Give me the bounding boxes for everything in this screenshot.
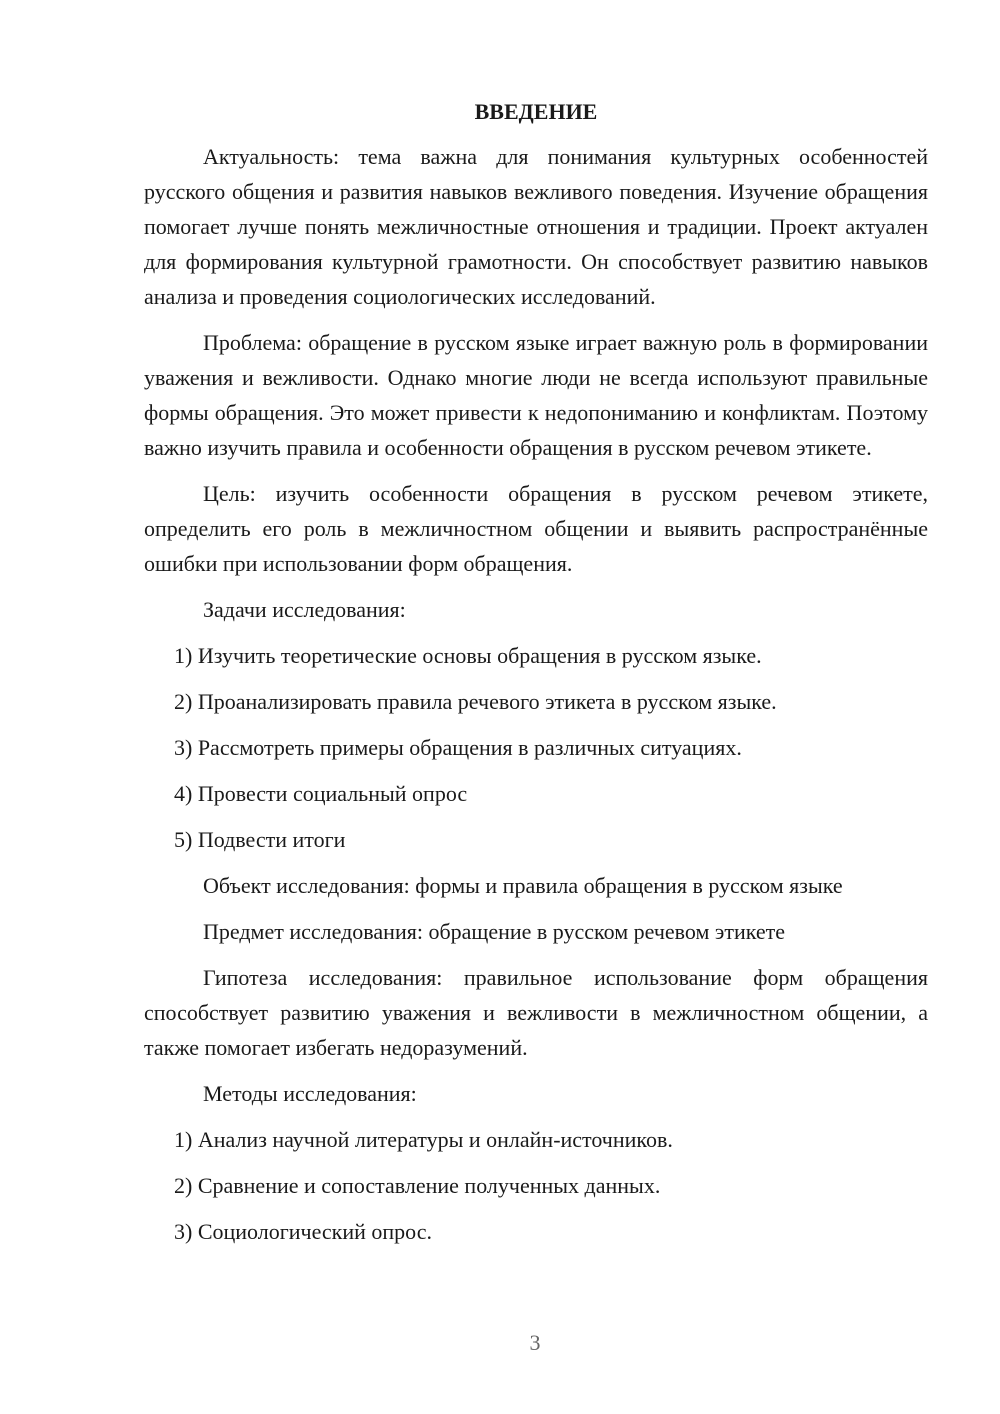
list-item: 1) Изучить теоретические основы обращения в русском языке. <box>174 643 762 668</box>
list-item: 3) Рассмотреть примеры обращения в различных ситуациях. <box>174 735 742 760</box>
object-paragraph: Объект исследования: формы и правила обращения в русском языке <box>203 873 843 898</box>
list-item: 4) Провести социальный опрос <box>174 781 468 806</box>
methods-list <box>144 1122 928 1249</box>
subject-paragraph: Предмет исследования: обращение в русском речевом этикете <box>203 919 786 944</box>
list-item: 1) Анализ научной литературы и онлайн-источников. <box>174 1127 673 1152</box>
hypothesis-paragraph: Гипотеза исследования: правильное использование форм обращения способствует развитию уважения и вежливости в межличностном общении, а также помогает избегать недоразумений. <box>144 965 928 1060</box>
page-number: 3 <box>529 1330 541 1355</box>
goal-paragraph: Цель: изучить особенности обращения в русском речевом этикете, определить его роль в межличностном общении и выявить распространённые ошибки при использовании форм обращения. <box>144 481 928 576</box>
problem-paragraph: Проблема: обращение в русском языке играет важную роль в формировании уважения и вежливости. Однако многие люди не всегда используют правильные формы обращения. Это может привести к недопониманию и конфликтам. Поэтому важно изучить правила и особенности обращения в русском речевом этикете. <box>144 330 928 460</box>
list-item: 2) Проанализировать правила речевого этикета в русском языке. <box>174 689 777 714</box>
tasks-list <box>144 638 928 857</box>
list-item: 5) Подвести итоги <box>174 827 346 852</box>
section-heading: ВВЕДЕНИЕ <box>474 99 598 124</box>
list-item: 3) Социологический опрос. <box>174 1219 432 1244</box>
methods-title: Методы исследования: <box>203 1081 417 1106</box>
list-item: 2) Сравнение и сопоставление полученных данных. <box>174 1173 661 1198</box>
relevance-paragraph: Актуальность: тема важна для понимания культурных особенностей русского общения и развития навыков вежливого поведения. Изучение обращения помогает лучше понять межличностные отношения и традиции. Проект актуален для формирования культурной грамотности. Он способствует развитию навыков анализа и проведения социологических исследований. <box>144 144 928 309</box>
document-page <box>144 94 928 1260</box>
tasks-title: Задачи исследования: <box>203 597 406 622</box>
